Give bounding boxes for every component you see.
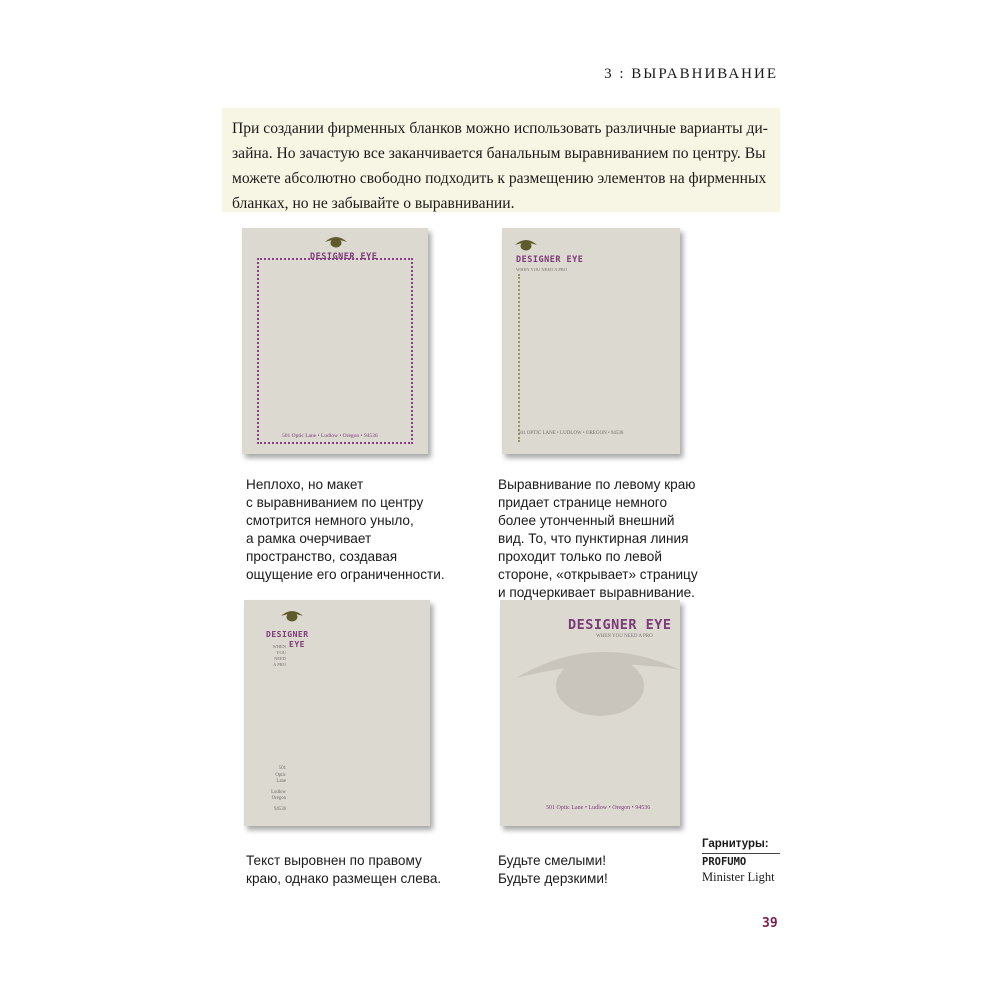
address-line: 501 — [278, 766, 286, 771]
tagline-line: NEED — [274, 656, 286, 661]
address-block — [258, 766, 286, 813]
caption-line: более утонченный внешний — [498, 513, 675, 528]
intro-line: бланках, но не забывайте о выравнивании. — [232, 195, 515, 212]
caption-line: смотрится немного уныло, — [246, 513, 414, 528]
caption-line: краю, однако размещен слева. — [246, 871, 442, 886]
address-line: Lane — [276, 779, 286, 784]
address-line: Ludlow — [271, 789, 286, 795]
page-number: 39 — [762, 916, 778, 931]
caption-sample-centered — [246, 476, 445, 584]
eye-logo-icon — [280, 608, 304, 624]
tagline-line: WHEN — [272, 644, 286, 649]
tagline-line: YOU — [276, 650, 286, 655]
designer-logo-line: DESIGNER — [266, 630, 309, 639]
chapter-header: 3 : ВЫРАВНИВАНИЕ — [604, 66, 778, 82]
typefaces-divider — [702, 853, 780, 854]
typefaces-label: Гарнитуры: — [702, 838, 769, 850]
designer-eye-logo: DESIGNER EYE — [310, 252, 378, 262]
intro-line: При создании фирменных бланков можно использовать различные варианты ди- — [232, 120, 768, 137]
intro-line: зайна. Но зачастую все заканчивается банальным выравниванием по центру. Вы — [232, 145, 766, 162]
tagline: WHEN YOU NEED A PRO — [596, 634, 653, 639]
caption-line: Выравнивание по левому краю — [498, 477, 696, 492]
eye-logo-line: EYE — [289, 640, 305, 649]
intro-paragraph — [222, 108, 780, 212]
caption-line: с выравниванием по центру — [246, 495, 424, 510]
caption-sample-bold — [498, 852, 608, 888]
letterhead-sample-bold — [500, 600, 680, 826]
address-line: 501 Optic Lane • Ludlow • Oregon • 94536 — [282, 433, 378, 439]
caption-line: Будьте дерзкими! — [498, 871, 608, 886]
letterhead-sample-right-aligned — [244, 600, 430, 826]
caption-sample-left — [498, 476, 698, 602]
eye-logo-icon — [324, 234, 348, 250]
caption-line: пространство, создавая — [246, 549, 398, 564]
address-line: Oregon — [271, 796, 286, 801]
caption-line: придает странице немного — [498, 495, 668, 510]
caption-line: а рамка очерчивает — [246, 531, 372, 546]
caption-line: Будьте смелыми! — [498, 853, 606, 868]
letterhead-sample-centered — [242, 228, 428, 454]
address-line: 501 OPTIC LANE • LUDLOW • OREGON • 94536 — [518, 431, 624, 436]
intro-line: можете абсолютно свободно подходить к размещению элементов на фирменных — [232, 170, 767, 187]
large-eye-watermark-icon — [516, 634, 680, 716]
caption-line: стороне, «открывает» страницу — [498, 567, 698, 582]
address-line: 94536 — [274, 806, 286, 812]
caption-line: и подчеркивает выравнивание. — [498, 585, 695, 600]
eye-logo-icon — [514, 237, 538, 253]
address-line: Optic — [275, 772, 286, 778]
tagline-line: A PRO — [273, 662, 286, 667]
caption-line: Текст выровнен по правому — [246, 853, 422, 868]
tagline: WHEN YOU NEED A PRO — [516, 267, 568, 272]
dotted-frame — [257, 258, 413, 444]
caption-line: ощущение его ограниченности. — [246, 567, 445, 582]
address-line: 501 Optic Lane • Ludlow • Oregon • 94536 — [546, 805, 651, 811]
caption-line: проходит только по левой — [498, 549, 662, 564]
caption-line: Неплохо, но макет — [246, 477, 364, 492]
caption-line: вид. То, что пунктирная линия — [498, 531, 689, 546]
designer-eye-logo: DESIGNER EYE — [516, 255, 584, 265]
typeface-profumo: PROFUMO — [702, 856, 747, 868]
letterhead-sample-left — [502, 228, 680, 454]
typeface-minister: Minister Light — [702, 870, 775, 884]
caption-sample-right-aligned — [246, 852, 441, 888]
dotted-left-line — [518, 274, 520, 442]
designer-eye-logo: DESIGNER EYE — [568, 617, 672, 633]
tagline-block — [258, 644, 286, 668]
